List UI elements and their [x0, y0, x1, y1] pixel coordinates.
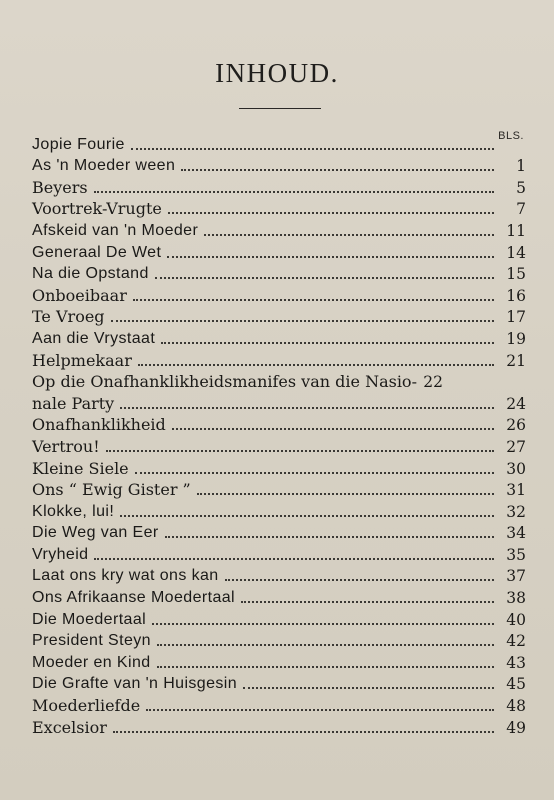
toc-entry-title: Die Moedertaal [32, 610, 147, 628]
toc-entry [32, 219, 526, 241]
dot-leader [168, 212, 494, 214]
toc-entry-page-number: 48 [506, 697, 526, 716]
toc-entry-title: Die Grafte van 'n Huisgesin [32, 675, 238, 693]
dot-leader [106, 450, 494, 452]
toc-entry-title: Moederliefde [32, 696, 141, 716]
toc-entry [32, 392, 526, 414]
dot-leader [172, 428, 494, 430]
toc-entry [32, 457, 526, 479]
toc-entry-title: Na die Opstand [32, 265, 149, 283]
toc-entry [32, 371, 526, 393]
dot-leader [133, 299, 494, 301]
toc-entry [32, 327, 526, 349]
toc-entry-page-number: 38 [506, 589, 526, 608]
toc-entry-title: Excelsior [32, 717, 107, 737]
toc-entry [32, 306, 526, 328]
toc-entry-title: Die Weg van Eer [32, 524, 159, 542]
toc-entry-title: Beyers [32, 177, 88, 197]
dot-leader [241, 601, 494, 603]
toc-entry-title: Jopie Fourie [32, 135, 125, 153]
dot-leader [161, 342, 494, 344]
toc-entry [32, 565, 526, 587]
toc-entry-page-number: 26 [506, 416, 526, 435]
dot-leader [167, 256, 494, 258]
toc-entry-page-number: 16 [506, 286, 526, 305]
toc-entry [32, 414, 526, 436]
toc-entry-page-number: 27 [506, 437, 526, 456]
dot-leader [204, 234, 494, 236]
title-rule [239, 108, 321, 109]
toc-entry [32, 176, 526, 198]
toc-entry-page-number: 17 [506, 308, 526, 327]
dot-leader [157, 666, 494, 668]
page-column-header: BLS. [498, 130, 524, 142]
toc-entry-page-number: 35 [506, 545, 526, 564]
toc-entry-title: As 'n Moeder ween [32, 157, 176, 175]
toc-entry-title: Onafhanklikheid [32, 415, 166, 435]
dot-leader [120, 515, 494, 517]
toc-entry-page-number: 32 [506, 502, 526, 521]
toc-entry-page-number: 30 [506, 459, 526, 478]
toc-entry-title: Moeder en Kind [32, 653, 151, 671]
toc-entry-page-number: 7 [516, 200, 526, 219]
toc-entry [32, 608, 526, 630]
toc-entry-title: Helpmekaar [32, 350, 132, 370]
toc-entry [32, 435, 526, 457]
toc-entry-title: Generaal De Wet [32, 243, 162, 261]
toc-entry-page-number: 49 [506, 718, 526, 737]
toc-entry-title: Laat ons kry wat ons kan [32, 567, 219, 585]
toc-entry-title: Ons “ Ewig Gister ” [32, 480, 191, 500]
toc-entry [32, 349, 526, 371]
toc-entry [32, 500, 526, 522]
toc-entry-page-number: 31 [506, 481, 526, 500]
toc-entry-page-number: 1 [516, 157, 526, 176]
toc-entry-title: Afskeid van 'n Moeder [32, 221, 199, 239]
toc-entry-page-number: 24 [506, 394, 526, 413]
table-of-contents [32, 133, 526, 738]
dot-leader [197, 493, 494, 495]
toc-entry-page-number: 21 [506, 351, 526, 370]
toc-entry [32, 263, 526, 285]
toc-entry [32, 155, 526, 177]
toc-entry-title: Aan die Vrystaat [32, 329, 156, 347]
toc-entry-page-number: 37 [506, 567, 526, 586]
dot-leader [165, 536, 494, 538]
dot-leader [94, 558, 494, 560]
toc-entry-title: nale Party [32, 393, 115, 413]
toc-entry-page-number: 14 [506, 243, 526, 262]
toc-entry [32, 586, 526, 608]
toc-entry [32, 241, 526, 263]
dot-leader [155, 277, 494, 279]
toc-entry-page-number: 19 [506, 329, 526, 348]
toc-entry [32, 198, 526, 220]
toc-entry-page-number: 34 [506, 524, 526, 543]
toc-entry [32, 133, 526, 155]
toc-entry-page-number: 22 [423, 373, 443, 392]
dot-leader [225, 579, 494, 581]
dot-leader [131, 148, 494, 150]
toc-entry-title: Ons Afrikaanse Moedertaal [32, 589, 235, 607]
toc-entry-page-number: 40 [506, 610, 526, 629]
toc-entry-page-number: 42 [506, 632, 526, 651]
toc-entry-title: Vryheid [32, 545, 89, 563]
dot-leader [157, 644, 494, 646]
dot-leader [135, 472, 494, 474]
toc-entry [32, 522, 526, 544]
dot-leader [111, 320, 494, 322]
dot-leader [94, 191, 494, 193]
toc-entry-title: Vertrou! [32, 436, 100, 456]
toc-entry [32, 651, 526, 673]
toc-entry-title: Onboeibaar [32, 285, 127, 305]
toc-entry [32, 716, 526, 738]
toc-entry [32, 673, 526, 695]
toc-entry-title: Kleine Siele [32, 458, 129, 478]
dot-leader [152, 623, 494, 625]
toc-entry [32, 694, 526, 716]
toc-entry-page-number: 11 [506, 221, 526, 240]
dot-leader [120, 407, 494, 409]
toc-entry-page-number: 15 [506, 265, 526, 284]
dot-leader [243, 687, 494, 689]
dot-leader [181, 169, 494, 171]
dot-leader [146, 709, 494, 711]
toc-entry [32, 479, 526, 501]
page-title: INHOUD. [215, 58, 339, 88]
dot-leader [113, 731, 494, 733]
toc-entry [32, 543, 526, 565]
toc-entry-title: Voortrek-Vrugte [32, 199, 162, 219]
toc-entry-title: Klokke, lui! [32, 502, 115, 520]
toc-entry [32, 284, 526, 306]
toc-entry-page-number: 45 [506, 675, 526, 694]
toc-entry-page-number: 5 [516, 178, 526, 197]
dot-leader [138, 364, 494, 366]
toc-entry [32, 630, 526, 652]
toc-entry-title: Op die Onafhanklikheidsmanifes van die Nasio- [32, 372, 417, 392]
toc-entry-title: President Steyn [32, 632, 151, 650]
toc-entry-title: Te Vroeg [32, 307, 105, 327]
toc-entry-page-number: 43 [506, 653, 526, 672]
